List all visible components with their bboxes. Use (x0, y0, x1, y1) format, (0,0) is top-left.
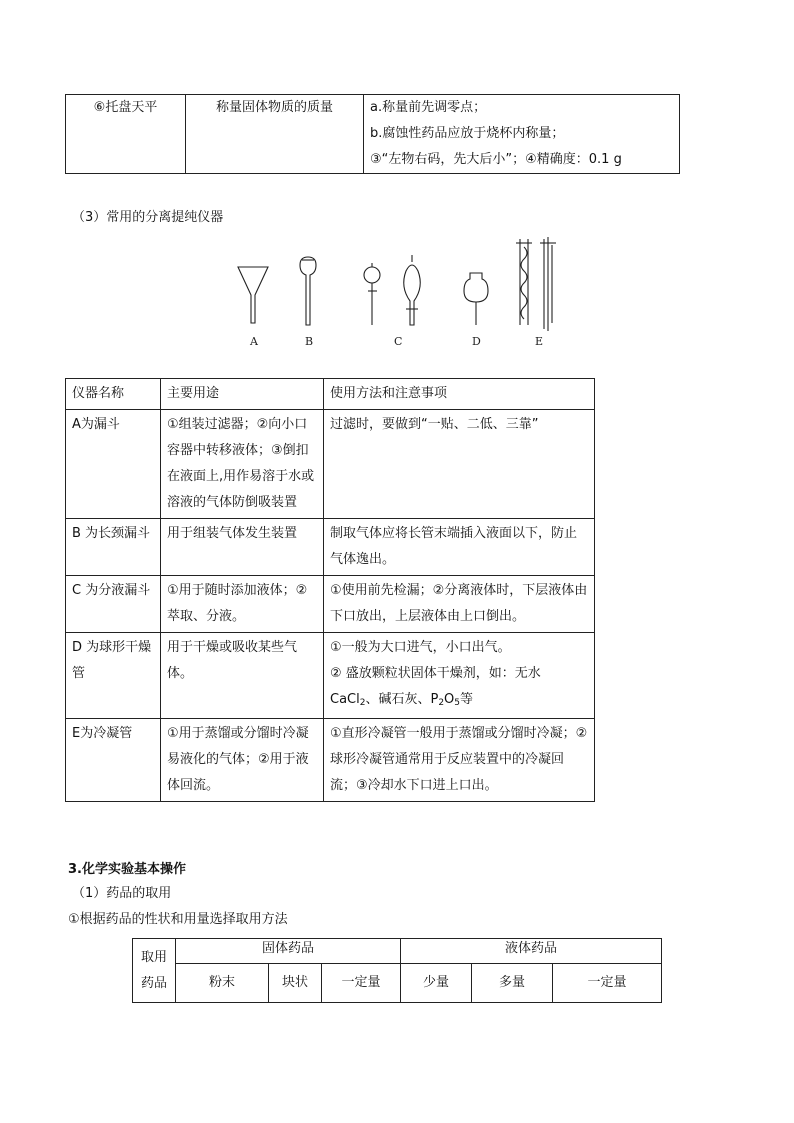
note-line (330, 661, 588, 716)
long-neck-funnel-drawing (300, 257, 316, 325)
section-item: ①根据药品的性状和用量选择取用方法 (68, 912, 288, 927)
reagent-label-line: 取用 (140, 949, 167, 965)
solid-header: 固体药品 (176, 939, 401, 964)
drying-tube-drawing (464, 273, 488, 325)
funnel-drawing (238, 267, 268, 323)
subscript: 2 (359, 698, 366, 708)
apparatus-use: ①用于蒸馏或分馏时冷凝易液化的气体；②用于液体回流。 (161, 719, 324, 802)
label-d: D (472, 335, 481, 348)
sub-header: 粉末 (176, 964, 269, 1003)
label-e: E (535, 335, 544, 348)
section-subheading: （3）常用的分离提纯仪器 (72, 210, 224, 225)
label-a: A (250, 335, 258, 348)
note-line: ①一般为大口进气，小口出气。 (330, 640, 511, 655)
note-text: ② 盛放颗粒状固体干燥剂，如：无水 (330, 666, 541, 681)
apparatus-name: E为冷凝管 (66, 719, 161, 802)
table-row (66, 719, 595, 802)
apparatus-use: ①组装过滤器；②向小口容器中转移液体；③倒扣在液面上,用作易溶于水或溶液的气体防倒吸装置 (161, 410, 324, 519)
apparatus-use: 用于干燥或吸收某些气体。 (161, 633, 324, 719)
formula-o: O (444, 692, 455, 707)
sub-header: 一定量 (553, 964, 662, 1003)
table-row (133, 964, 662, 1003)
table-header-row (66, 379, 595, 410)
label-c: C (394, 335, 403, 348)
apparatus-notes: ①使用前先检漏；②分离液体时，下层液体由下口放出，上层液体由上口倒出。 (324, 576, 595, 633)
sub-header: 少量 (401, 964, 472, 1003)
apparatus-notes: ①直形冷凝管一般用于蒸馏或分馏时冷凝；②球形冷凝管通常用于反应装置中的冷凝回流；③冷却水下口进上口出。 (324, 719, 595, 802)
apparatus-use: ①用于随时添加液体；②萃取、分液。 (161, 576, 324, 633)
apparatus-use: 用于组装气体发生装置 (161, 519, 324, 576)
separatory-funnel-small-drawing (364, 263, 380, 325)
note-text: 、碱石灰、P (365, 692, 439, 707)
table-row (66, 519, 595, 576)
table-row (66, 95, 680, 174)
apparatus-notes (324, 633, 595, 719)
table-row (66, 410, 595, 519)
note-line: ③“左物右码，先大后小”；④精确度：0.1 g (370, 152, 622, 167)
table-row (66, 633, 595, 719)
header-cell: 仪器名称 (66, 379, 161, 410)
note-text: 等 (460, 692, 474, 707)
instrument-use: 称量固体物质的质量 (186, 95, 364, 174)
apparatus-name: C 为分液漏斗 (66, 576, 161, 633)
apparatus-notes: 过滤时，要做到“一贴、二低、三靠” (324, 410, 595, 519)
instrument-name: ⑥托盘天平 (66, 95, 186, 174)
subscript: 2 (438, 698, 445, 708)
reagent-label-line: 药品 (140, 975, 167, 991)
sub-header: 块状 (269, 964, 322, 1003)
formula-cacl: CaCl (330, 692, 360, 707)
separatory-funnel-pear-drawing (404, 255, 421, 325)
reagent-table (132, 938, 662, 1003)
apparatus-name: D 为球形干燥管 (66, 633, 161, 719)
straight-condenser-drawing (540, 237, 556, 331)
bulb-condenser-drawing (516, 239, 532, 325)
apparatus-name: B 为长颈漏斗 (66, 519, 161, 576)
note-line: b.腐蚀性药品应放于烧杯内称量； (370, 126, 565, 141)
sub-header: 一定量 (322, 964, 401, 1003)
sub-header: 多量 (472, 964, 553, 1003)
subscript: 5 (454, 698, 461, 708)
apparatus-name: A为漏斗 (66, 410, 161, 519)
instrument-notes (364, 95, 680, 174)
header-cell: 使用方法和注意事项 (324, 379, 595, 410)
section-heading: 3.化学实验基本操作 (68, 862, 186, 877)
apparatus-table (65, 378, 595, 802)
label-b: B (305, 335, 314, 348)
balance-table (65, 94, 680, 174)
table-row (66, 576, 595, 633)
separation-apparatus-figure (230, 235, 570, 350)
apparatus-notes: 制取气体应将长管末端插入液面以下，防止气体逸出。 (324, 519, 595, 576)
liquid-header: 液体药品 (401, 939, 662, 964)
reagent-label-cell (133, 939, 176, 1003)
header-cell: 主要用途 (161, 379, 324, 410)
table-row (133, 939, 662, 964)
section-subheading: （1）药品的取用 (72, 886, 172, 901)
note-line: a.称量前先调零点； (370, 100, 487, 115)
